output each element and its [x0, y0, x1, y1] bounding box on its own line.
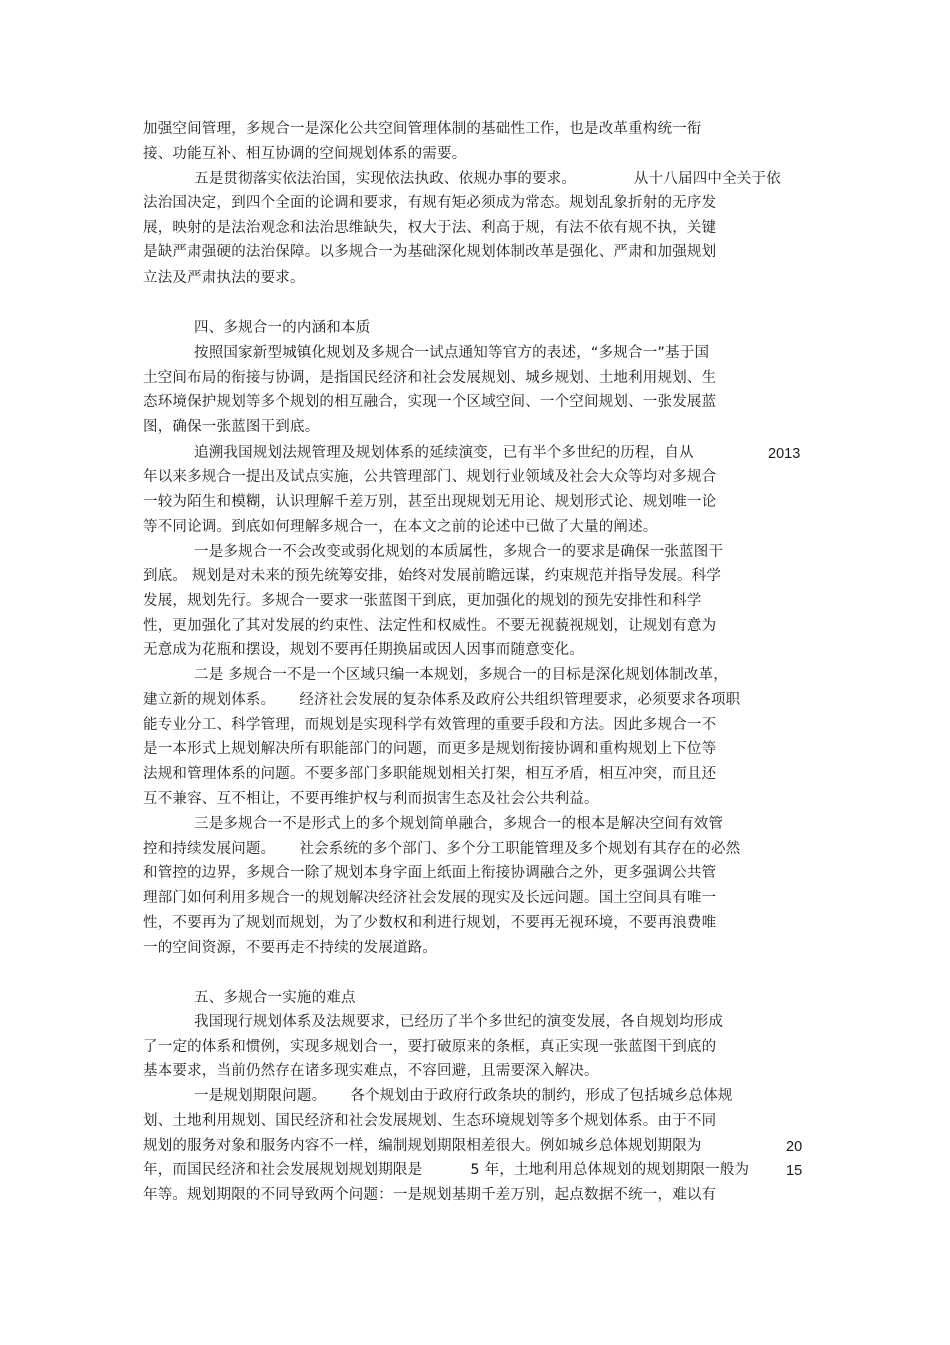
- text-line: 加强空间管理，多规合一是深化公共空间管理体制的基础性工作，也是改革重构统一衔: [143, 121, 702, 137]
- text-line: 土空间布局的衔接与协调，是指国民经济和社会发展规划、城乡规划、土地利用规划、生: [143, 370, 717, 386]
- text-line: 态环境保护规划等多个规划的相互融合，实现一个区域空间、一个空间规划、一张发展蓝: [143, 394, 717, 410]
- text-line: 互不兼容、互不相让，不要再维护权与利而损害生态及社会公共利益。: [143, 791, 599, 807]
- text-line: 性，更加强化了其对发展的约束性、法定性和权威性。不要无视藐视规划，让规划有意为: [143, 618, 717, 634]
- text-line: 是一本形式上规划解决所有职能部门的问题，而更多是规划衔接协调和重构规划上下位等: [143, 741, 717, 757]
- period-number: 20: [786, 1139, 803, 1155]
- year-number: 2013: [768, 446, 801, 462]
- period-number: 15: [786, 1163, 803, 1179]
- text-line: 一较为陌生和模糊，认识理解千差万别，甚至出现规划无用论、规划形式论、规划唯一论: [143, 494, 717, 510]
- text-line: 法规和管理体系的问题。不要多部门多职能规划相关打架，相互矛盾，相互冲突，而且还: [143, 766, 717, 782]
- text-line: 能专业分工、科学管理，而规划是实现科学有效管理的重要手段和方法。因此多规合一不: [143, 717, 717, 733]
- section-heading: 四、多规合一的内涵和本质: [194, 320, 371, 336]
- text-line: 年，而国民经济和社会发展规划规划期限是 5 年，土地利用总体规划的规划期限一般为: [143, 1162, 750, 1178]
- text-line: 我国现行规划体系及法规要求，已经历了半个多世纪的演变发展，各自规划均形成: [194, 1014, 724, 1030]
- section-heading: 五、多规合一实施的难点: [194, 990, 356, 1006]
- text-line: 了一定的体系和惯例，实现多规划合一，要打破原来的条框，真正实现一张蓝图干到底的: [143, 1039, 717, 1055]
- text-line: 三是多规合一不是形式上的多个规划简单融合，多规合一的根本是解决空间有效管: [194, 816, 724, 832]
- text-line: 图，确保一张蓝图干到底。: [143, 419, 320, 435]
- text-line: 立法及严肃执法的要求。: [143, 270, 305, 286]
- text-line: 按照国家新型城镇化规划及多规合一试点通知等官方的表述，“多规合一”基于国: [194, 345, 710, 361]
- text-line: 建立新的规划体系。 经济社会发展的复杂体系及政府公共组织管理要求，必须要求各项职: [143, 692, 741, 708]
- text-line: 法治国决定，到四个全面的论调和要求，有规有矩必须成为常态。规划乱象折射的无序发: [143, 195, 717, 211]
- text-line: 理部门如何利用多规合一的规划解决经济社会发展的现实及长远问题。国土空间具有唯一: [143, 890, 717, 906]
- text-line: 展，映射的是法治观念和法治思维缺失，权大于法、利高于规，有法不依有规不执，关键: [143, 220, 717, 236]
- text-line: 等不同论调。到底如何理解多规合一，在本文之前的论述中已做了大量的阐述。: [143, 519, 658, 535]
- text-line: 性，不要再为了规划而规划，为了少数权和利进行规划，不要再无视环境，不要再浪费唯: [143, 915, 717, 931]
- text-line: 五是贯彻落实依法治国，实现依法执政、依规办事的要求。 从十八届四中全关于依: [194, 171, 781, 187]
- text-line: 无意成为花瓶和摆设，规划不要再任期换届或因人因事而随意变化。: [143, 642, 584, 658]
- text-line: 和管控的边界，多规合一除了规划本身字面上纸面上衔接协调融合之外，更多强调公共管: [143, 865, 717, 881]
- text-line: 发展，规划先行。多规合一要求一张蓝图干到底，更加强化的规划的预先安排性和科学: [143, 593, 702, 609]
- text-line: 是缺严肃强硬的法治保障。以多规合一为基础深化规划体制改革是强化、严肃和加强规划: [143, 244, 717, 260]
- text-line: 划、土地利用规划、国民经济和社会发展规划、生态环境规划等多个规划体系。由于不同: [143, 1113, 717, 1129]
- text-line: 规划的服务对象和服务内容不一样，编制规划期限相差很大。例如城乡总体规划期限为: [143, 1138, 702, 1154]
- text-line: 接、功能互补、相互协调的空间规划体系的需要。: [143, 146, 467, 162]
- text-line: 年等。规划期限的不同导致两个问题：一是规划基期千差万别，起点数据不统一，难以有: [143, 1187, 717, 1203]
- text-line: 追溯我国规划法规管理及规划体系的延续演变，已有半个多世纪的历程，自从: [194, 445, 694, 461]
- text-line: 一的空间资源，不要再走不持续的发展道路。: [143, 940, 437, 956]
- text-line: 到底。 规划是对未来的预先统筹安排，始终对发展前瞻远谋，约束规范并指导发展。科学: [143, 568, 722, 584]
- text-line: 一是规划期限问题。 各个规划由于政府行政条块的制约，形成了包括城乡总体规: [194, 1088, 733, 1104]
- text-line: 二是 多规合一不是一个区域只编一本规划，多规合一的目标是深化规划体制改革，: [194, 667, 729, 683]
- text-line: 基本要求，当前仍然存在诸多现实难点，不容回避，且需要深入解决。: [143, 1063, 599, 1079]
- text-line: 年以来多规合一提出及试点实施，公共管理部门、规划行业领域及社会大众等均对多规合: [143, 469, 717, 485]
- text-line: 控和持续发展问题。 社会系统的多个部门、多个分工职能管理及多个规划有其存在的必然: [143, 841, 741, 857]
- text-line: 一是多规合一不会改变或弱化规划的本质属性，多规合一的要求是确保一张蓝图干: [194, 544, 724, 560]
